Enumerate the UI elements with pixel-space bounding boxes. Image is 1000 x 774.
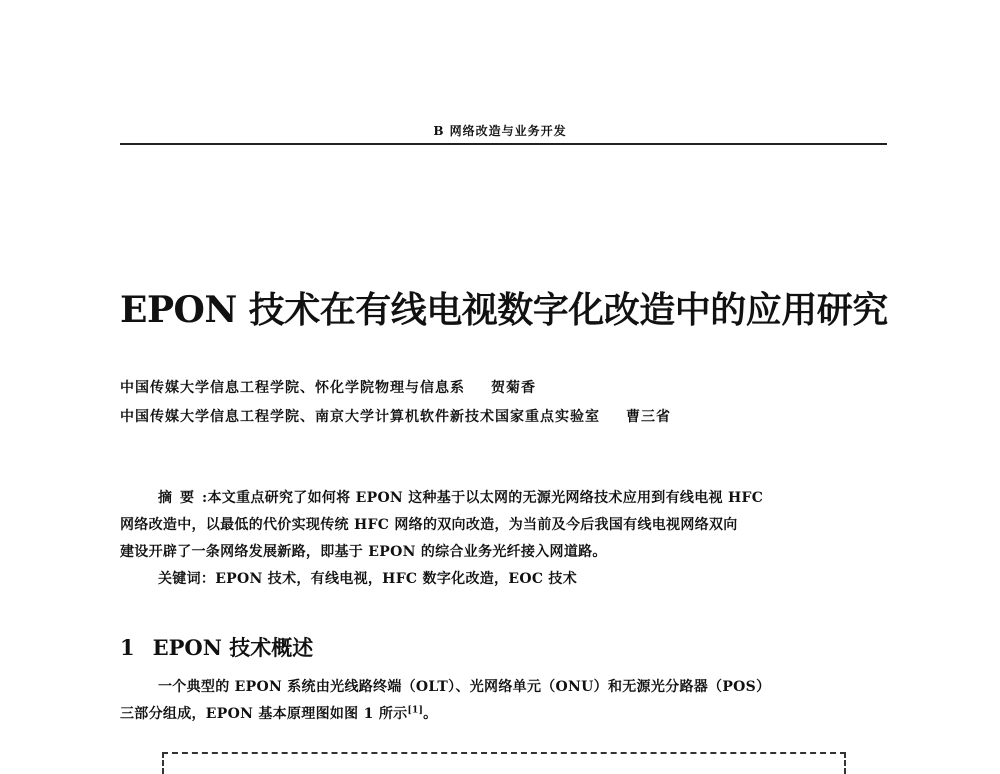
affiliation-institution: 中国传媒大学信息工程学院、怀化学院物理与信息系 [120,380,465,396]
abstract-label: 摘要 [158,490,202,506]
abstract-first-line [158,487,763,507]
affiliation-institution: 中国传媒大学信息工程学院、南京大学计算机软件新技术国家重点实验室 [120,409,600,425]
paper-title: EPON 技术在有线电视数字化改造中的应用研究 [120,289,888,331]
abstract-colon: : [202,490,208,506]
section-paragraph-text: 三部分组成，EPON 基本原理图如图 1 所示 [120,706,408,722]
section-title: EPON 技术概述 [152,635,314,660]
citation-reference: [1] [407,705,424,716]
keywords-label: 关键词： [158,571,216,587]
affiliation-line-1 [120,377,536,397]
keywords-line [158,568,577,588]
figure-1-frame [162,752,846,774]
affiliation-line-2 [120,406,671,426]
section-paragraph-end: 。 [423,706,438,722]
section-paragraph-line [120,703,437,723]
abstract-line: 建设开辟了一条网络发展新路，即基于 EPON 的综合业务光纤接入网道路。 [120,544,607,560]
keywords-text: EPON 技术，有线电视，HFC 数字化改造，EOC 技术 [215,571,578,587]
affiliation-author: 曹三省 [626,409,671,425]
abstract-line: 网络改造中，以最低的代价实现传统 HFC 网络的双向改造，为当前及今后我国有线电视网络双向 [120,517,738,533]
section-number: 1 [120,635,135,660]
section-heading [120,632,313,662]
affiliation-author: 贺菊香 [491,380,536,396]
header-rule [120,143,887,145]
section-paragraph-line: 一个典型的 EPON 系统由光线路终端（OLT）、光网络单元（ONU）和无源光分路器（POS） [158,679,771,695]
running-head: B 网络改造与业务开发 [433,124,567,138]
abstract-text: 本文重点研究了如何将 EPON 这种基于以太网的无源光网络技术应用到有线电视 HFC [207,490,764,506]
